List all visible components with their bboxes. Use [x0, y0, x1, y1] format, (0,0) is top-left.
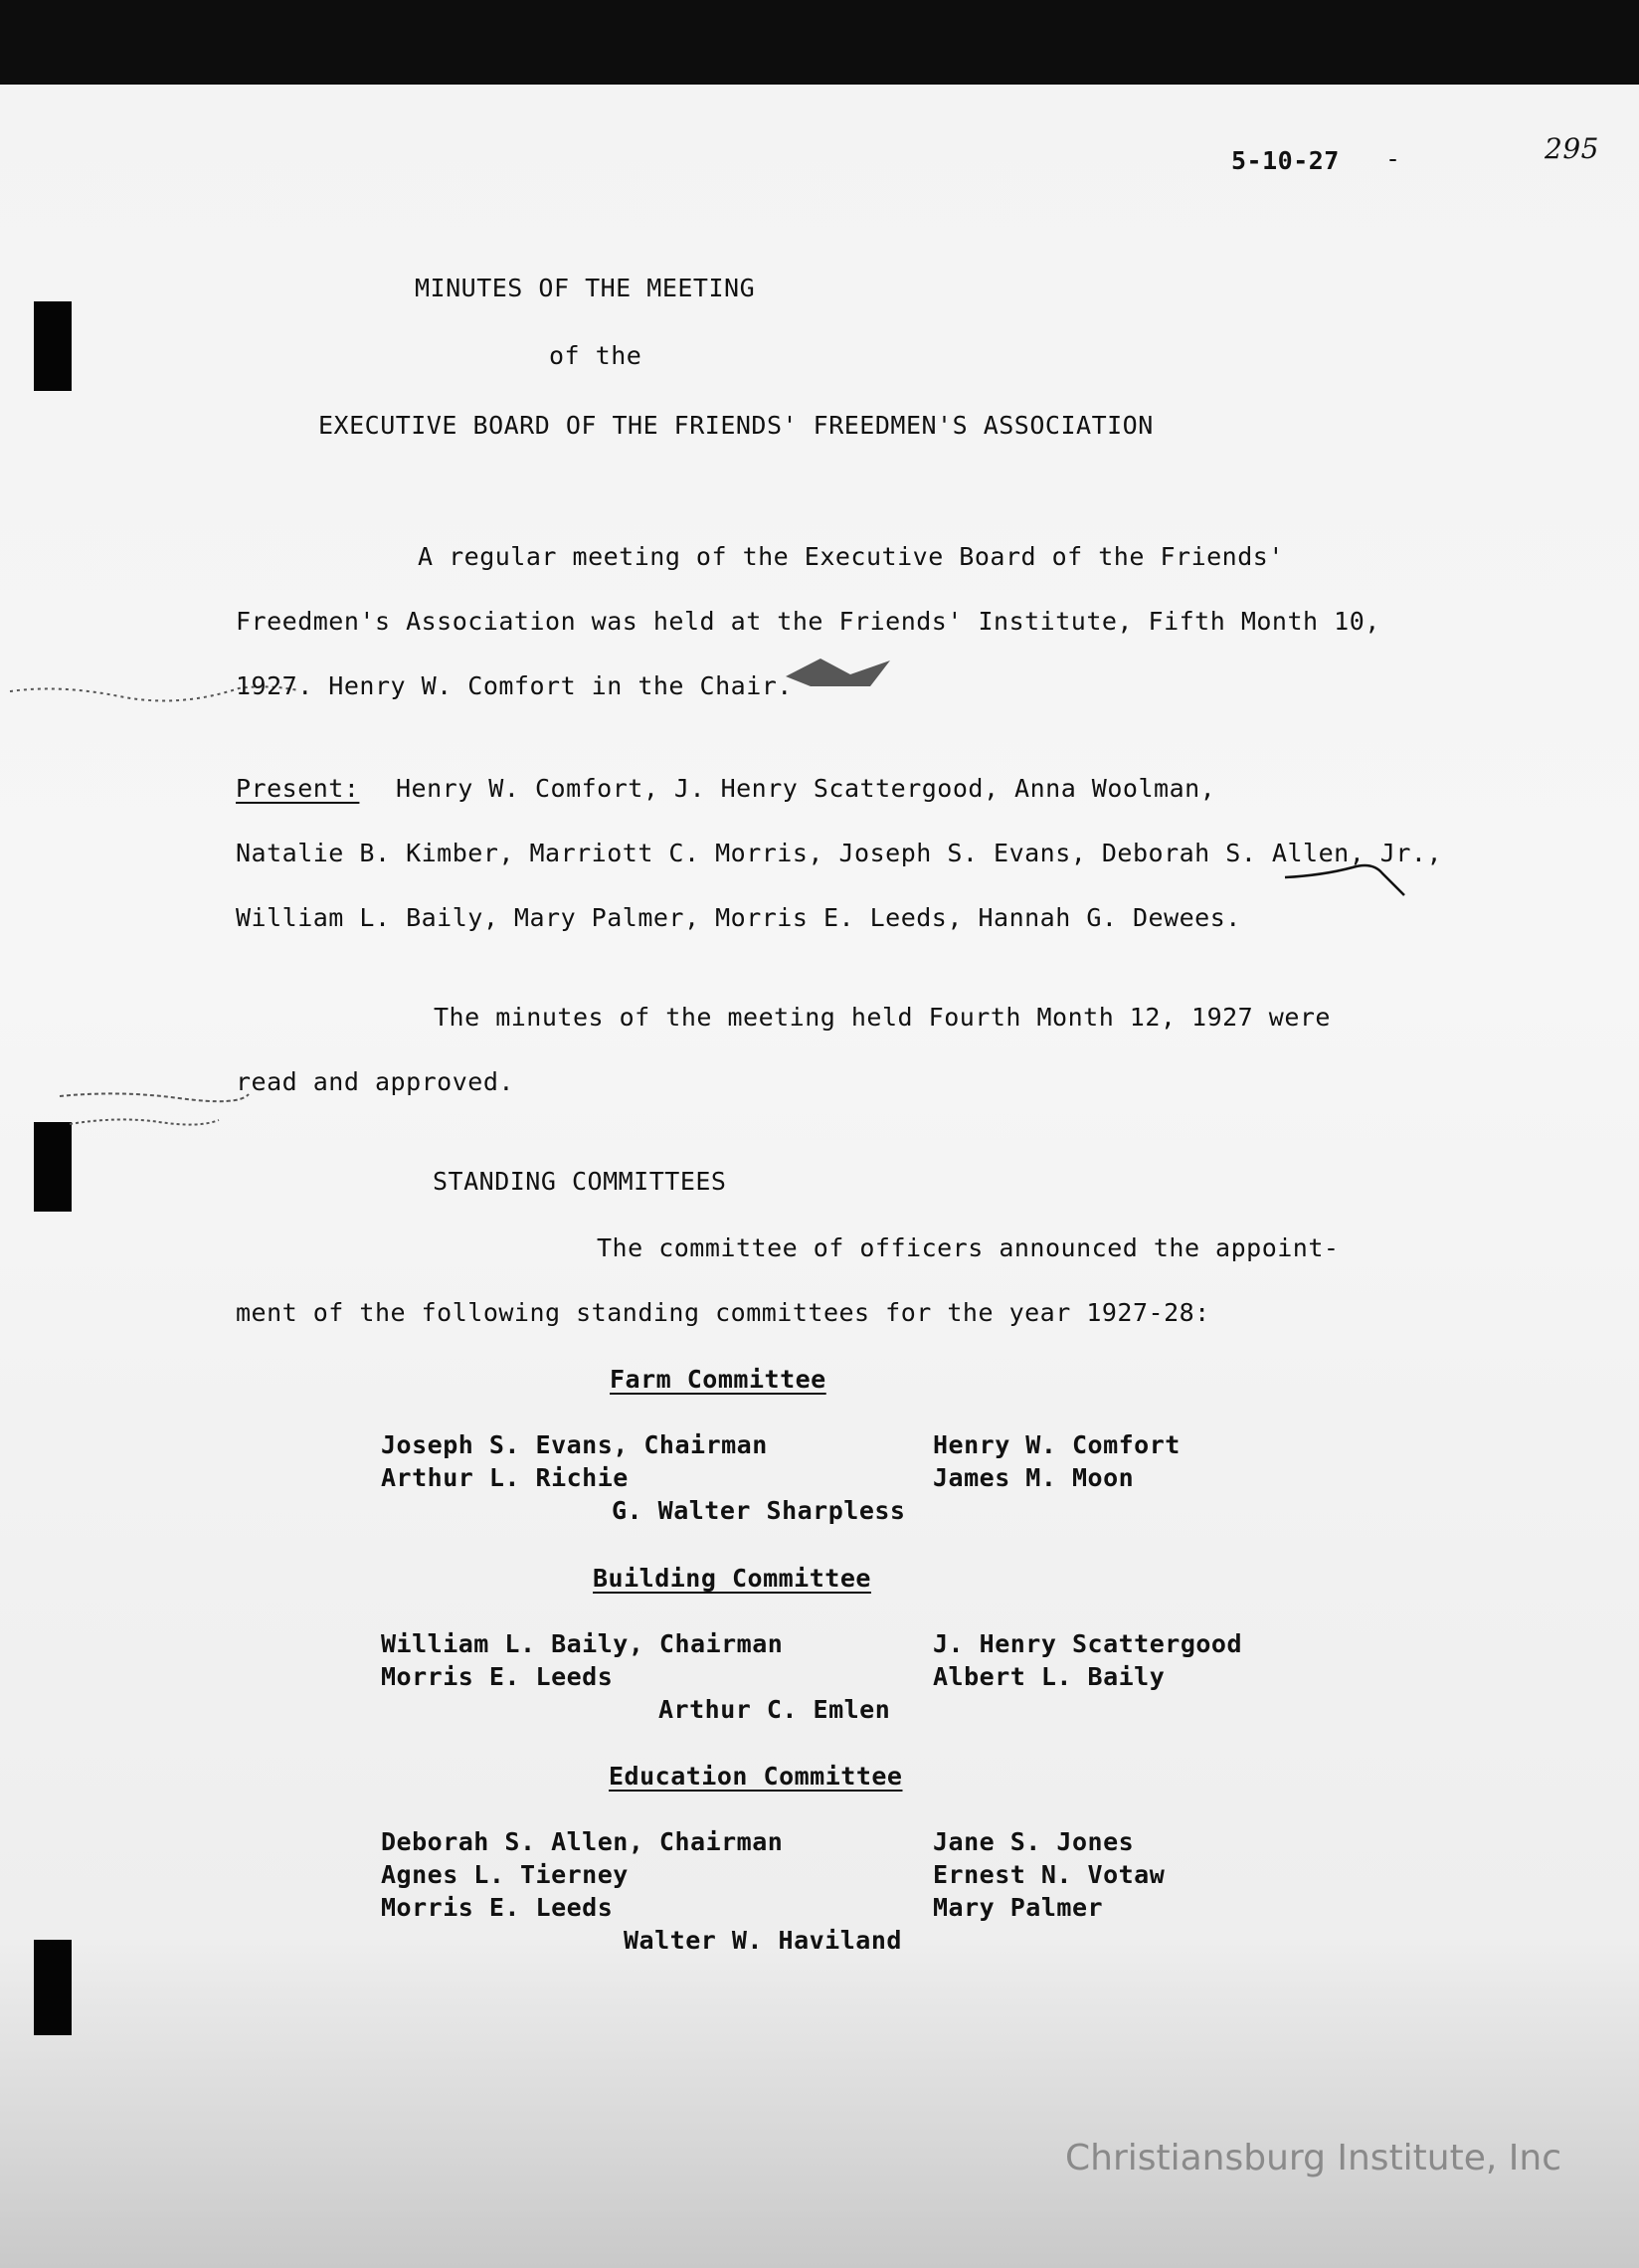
farm-member: Arthur L. Richie: [381, 1463, 629, 1492]
document-page: [0, 85, 1639, 2268]
education-member: Agnes L. Tierney: [381, 1860, 629, 1889]
education-member: Mary Palmer: [933, 1893, 1104, 1922]
building-member: Morris E. Leeds: [381, 1662, 614, 1691]
standing-committees-heading: STANDING COMMITTEES: [433, 1167, 727, 1196]
education-member: Walter W. Haviland: [624, 1926, 902, 1955]
building-member: William L. Baily, Chairman: [381, 1629, 784, 1658]
building-member: Arthur C. Emlen: [658, 1695, 891, 1724]
education-member: Ernest N. Votaw: [933, 1860, 1166, 1889]
intro-line-2: Freedmen's Association was held at the Friends' Institute, Fifth Month 10,: [236, 607, 1380, 636]
present-line-3: William L. Baily, Mary Palmer, Morris E. Leeds, Hannah G. Dewees.: [236, 903, 1241, 932]
education-member: Deborah S. Allen, Chairman: [381, 1827, 784, 1856]
building-member: Albert L. Baily: [933, 1662, 1166, 1691]
education-member: Morris E. Leeds: [381, 1893, 614, 1922]
farm-member: Henry W. Comfort: [933, 1430, 1181, 1459]
present-label: Present:: [236, 774, 360, 803]
scan-top-border: [0, 0, 1639, 85]
meeting-date: 5-10-27: [1231, 146, 1340, 175]
minutes-line-1: The minutes of the meeting held Fourth Month 12, 1927 were: [434, 1003, 1331, 1032]
farm-member: G. Walter Sharpless: [612, 1496, 906, 1525]
watermark-text: Christiansburg Institute, Inc: [1064, 2138, 1561, 2178]
education-committee-title: Education Committee: [609, 1762, 903, 1791]
building-committee-title: Building Committee: [593, 1564, 871, 1593]
handwritten-page-number: 295: [1545, 132, 1599, 165]
building-member: J. Henry Scattergood: [933, 1629, 1243, 1658]
present-line-2: Natalie B. Kimber, Marriott C. Morris, Joseph S. Evans, Deborah S. Allen, Jr.,: [236, 839, 1442, 867]
ink-smudge-left-2: [0, 1084, 259, 1144]
binder-tab-top: [34, 301, 72, 391]
farm-member: Joseph S. Evans, Chairman: [381, 1430, 768, 1459]
farm-committee-title: Farm Committee: [610, 1365, 826, 1394]
title-line-2: of the: [549, 341, 642, 370]
minutes-line-2: read and approved.: [236, 1067, 514, 1096]
header-dash: -: [1385, 144, 1401, 173]
title-line-1: MINUTES OF THE MEETING: [415, 274, 756, 302]
standing-line-2: ment of the following standing committees for the year 1927-28:: [236, 1298, 1210, 1327]
standing-line-1: The committee of officers announced the appoint-: [597, 1233, 1340, 1262]
intro-line-1: A regular meeting of the Executive Board of the Friends': [418, 542, 1284, 571]
ink-smudge-chair: [781, 647, 900, 696]
intro-line-3: 1927. Henry W. Comfort in the Chair.: [236, 671, 793, 700]
binder-tab-bottom: [34, 1940, 72, 2035]
farm-member: James M. Moon: [933, 1463, 1135, 1492]
present-line-1: Henry W. Comfort, J. Henry Scattergood, Anna Woolman,: [396, 774, 1216, 803]
education-member: Jane S. Jones: [933, 1827, 1135, 1856]
title-line-3: EXECUTIVE BOARD OF THE FRIENDS' FREEDMEN'S ASSOCIATION: [318, 411, 1154, 440]
